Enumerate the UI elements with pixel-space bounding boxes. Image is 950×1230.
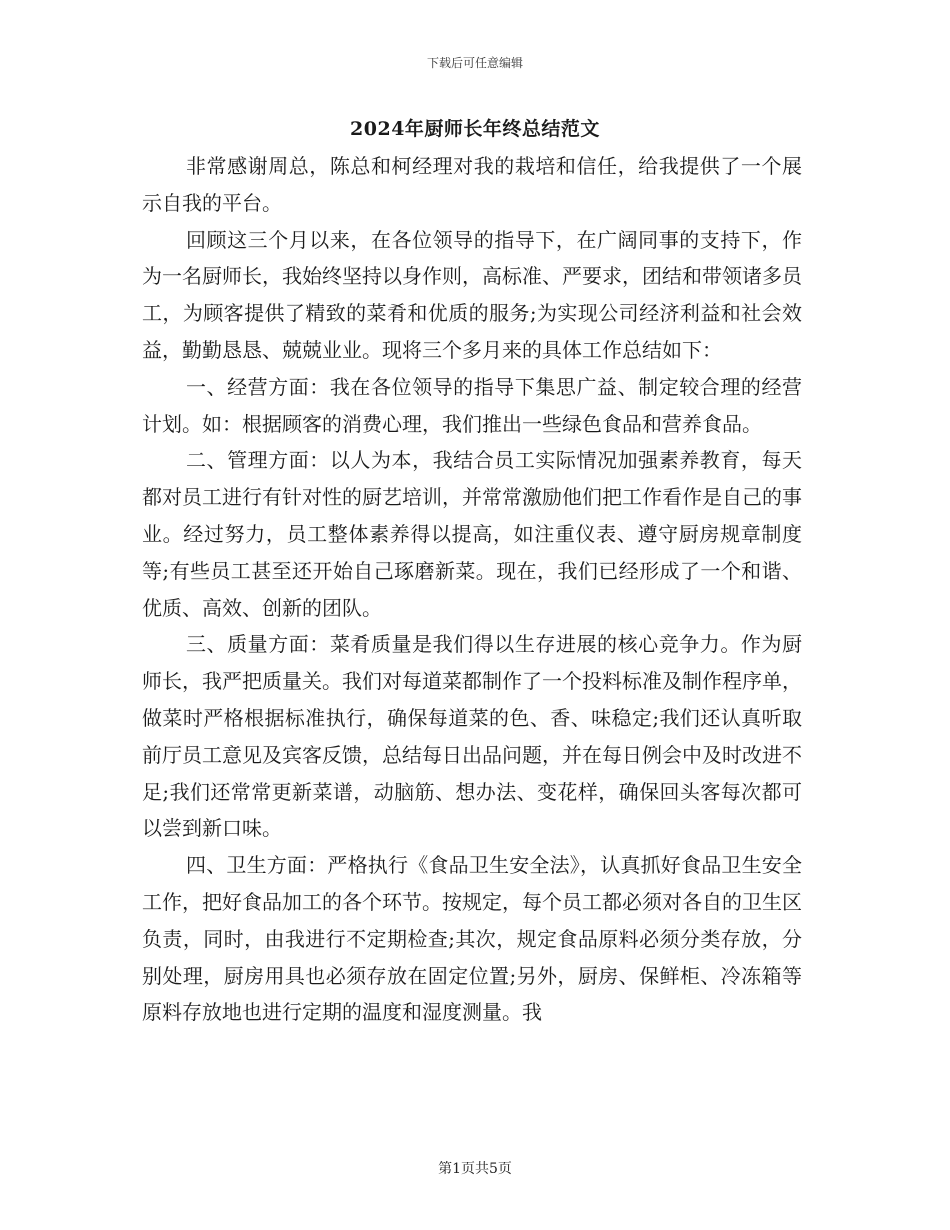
paragraph-review: 回顾这三个月以来，在各位领导的指导下，在广阔同事的支持下，作为一名厨师长，我始终坚持以身作则，高标准、严要求，团结和带领诸多员工，为顾客提供了精致的菜肴和优质的服务;为实现公司经济利益和社会效益，勤勤恳恳、兢兢业业。现将三个多月来的具体工作总结如下： xyxy=(142,227,802,362)
paragraph-quality: 三、质量方面：菜肴质量是我们得以生存进展的核心竞争力。作为厨师长，我严把质量关。我们对每道菜都制作了一个投料标准及制作程序单，做菜时严格根据标准执行，确保每道菜的色、香、味稳定;我们还认真听取前厅员工意见及宾客反馈，总结每日出品问题，并在每日例会中及时改进不足;我们还常常更新菜谱，动脑筋、想办法、变花样，确保回头客每次都可以尝到新口味。 xyxy=(142,632,802,841)
paragraph-hygiene: 四、卫生方面：严格执行《食品卫生安全法》，认真抓好食品卫生安全工作，把好食品加工的各个环节。按规定，每个员工都必须对各自的卫生区负责，同时，由我进行不定期检查;其次，规定食品原料必须分类存放，分别处理，厨房用具也必须存放在固定位置;另外，厨房、保鲜柜、冷冻箱等原料存放地也进行定期的温度和湿度测量。我 xyxy=(142,853,802,1025)
page-indicator: 第1页共5页 xyxy=(438,1161,512,1177)
paragraph-intro: 非常感谢周总，陈总和柯经理对我的栽培和信任，给我提供了一个展示自我的平台。 xyxy=(142,154,802,215)
paragraph-management: 二、管理方面：以人为本，我结合员工实际情况加强素养教育，每天都对员工进行有针对性的厨艺培训，并常常激励他们把工作看作是自己的事业。经过努力，员工整体素养得以提高，如注重仪表、遵守厨房规章制度等;有些员工甚至还开始自己琢磨新菜。现在，我们已经形成了一个和谐、优质、高效、创新的团队。 xyxy=(142,448,802,620)
document-body xyxy=(142,148,802,1031)
header-note: 下载后可任意编辑 xyxy=(426,56,523,70)
paragraph-operations: 一、经营方面：我在各位领导的指导下集思广益、制定较合理的经营计划。如：根据顾客的消费心理，我们推出一些绿色食品和营养食品。 xyxy=(142,374,802,436)
document-title: 2024年厨师长年终总结范文 xyxy=(350,118,600,140)
